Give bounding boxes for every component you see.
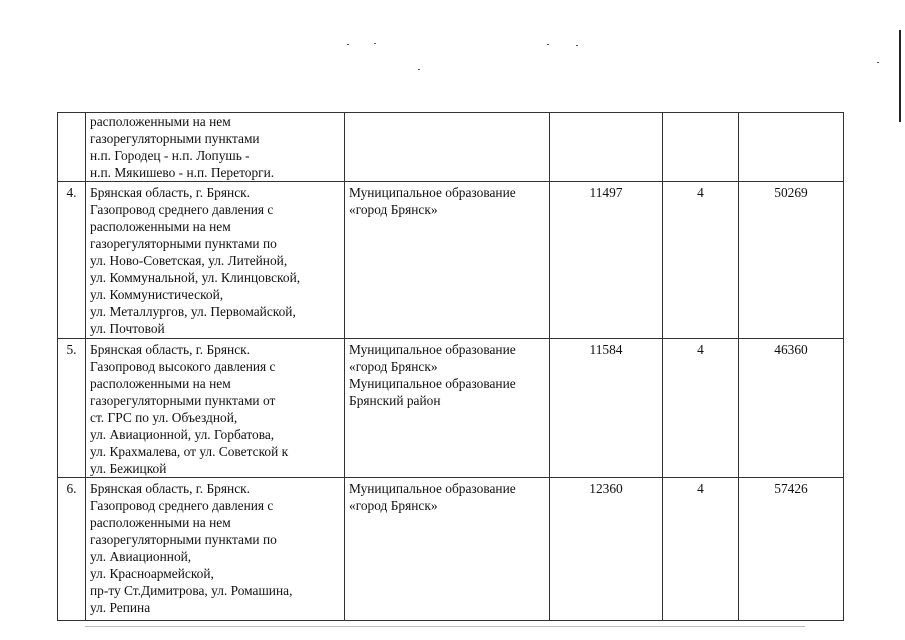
value-b: 4 <box>663 339 739 478</box>
scan-speck <box>374 43 376 44</box>
value-c: 46360 <box>739 339 844 478</box>
value-b <box>663 113 739 182</box>
object-description: Брянская область, г. Брянск. Газопровод среднего давления с расположенными на нем газорегуляторными пунктами по ул. Авиационной, ул. Красноармейской, пр-ту Ст.Димитрова, ул. Ромашина, ул. Репина <box>86 478 345 621</box>
value-b: 4 <box>663 478 739 621</box>
value-b: 4 <box>663 182 739 339</box>
value-a <box>550 113 663 182</box>
scan-speck <box>547 44 549 45</box>
object-description: Брянская область, г. Брянск. Газопровод среднего давления с расположенными на нем газорегуляторными пунктами по ул. Ново-Советская, ул. Литейной, ул. Коммунальной, ул. Клинцовской, ул. Коммунистической, ул. Металлургов, ул. Первомайской, ул. Почтовой <box>86 182 345 339</box>
value-a: 11497 <box>550 182 663 339</box>
object-description: расположенными на нем газорегуляторными пунктами н.п. Городец - н.п. Лопушь - н.п. Мякишево - н.п. Переторги. <box>86 113 345 182</box>
value-c: 50269 <box>739 182 844 339</box>
row-number: 5. <box>58 339 86 478</box>
row-number: 6. <box>58 478 86 621</box>
row-number: 4. <box>58 182 86 339</box>
row-number <box>58 113 86 182</box>
scan-speck <box>418 69 420 70</box>
value-c <box>739 113 844 182</box>
page-bottom-edge <box>85 626 805 627</box>
owner: Муниципальное образование «город Брянск» <box>345 478 550 621</box>
owner: Муниципальное образование «город Брянск» Муниципальное образование Брянский район <box>345 339 550 478</box>
scan-edge-line <box>899 30 901 122</box>
value-a: 11584 <box>550 339 663 478</box>
table-row <box>58 182 844 339</box>
scan-speck <box>877 62 879 63</box>
table-row <box>58 339 844 478</box>
table-row <box>58 478 844 621</box>
owner <box>345 113 550 182</box>
scan-speck <box>347 44 349 45</box>
value-a: 12360 <box>550 478 663 621</box>
value-c: 57426 <box>739 478 844 621</box>
scan-speck <box>576 45 578 46</box>
object-description: Брянская область, г. Брянск. Газопровод высокого давления с расположенными на нем газорегуляторными пунктами от ст. ГРС по ул. Объездной, ул. Авиационной, ул. Горбатова, ул. Крахмалева, от ул. Советской к ул. Бежицкой <box>86 339 345 478</box>
pipeline-table <box>57 112 844 621</box>
table-row <box>58 113 844 182</box>
owner: Муниципальное образование «город Брянск» <box>345 182 550 339</box>
